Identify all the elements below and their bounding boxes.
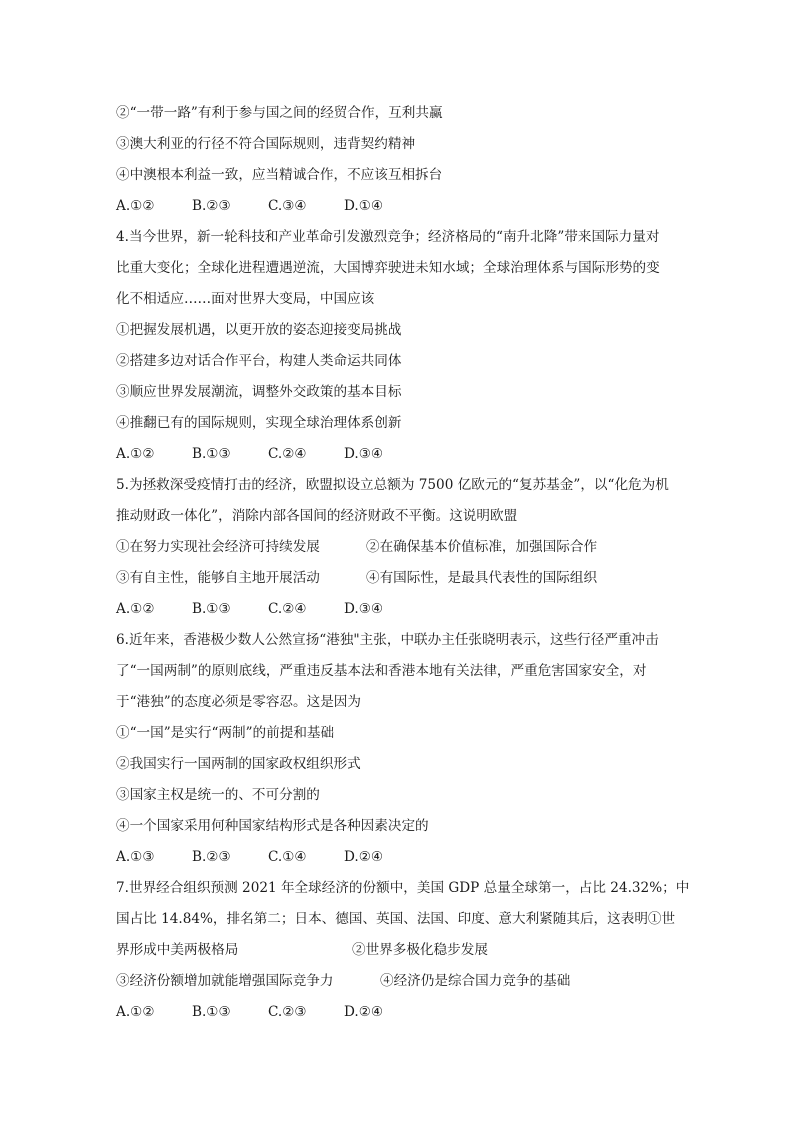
q5-option-c: C.②④: [268, 601, 307, 617]
q4-stem-line-3: 化不相适应……面对世界大变局，中国应该: [116, 291, 375, 307]
q7-item-1: 界形成中美两极格局: [116, 942, 239, 958]
q4-options: [116, 439, 716, 470]
q4-option-c: C.②④: [268, 446, 307, 462]
q6-stem-line-3: 于“港独”的态度必须是零容忍。这是因为: [116, 694, 361, 710]
q5-item-1: ①在努力实现社会经济可持续发展: [116, 539, 320, 555]
q5-options: [116, 594, 716, 625]
q5-items-row-2: [116, 563, 716, 594]
q7-items-row-1: [116, 935, 716, 966]
q5-item-2: ②在确保基本价值标准，加强国际合作: [366, 539, 598, 555]
q7-option-b: B.①③: [192, 1004, 231, 1020]
exam-page: [116, 98, 716, 1028]
q3-option-d: D.①④: [344, 198, 384, 214]
q5-items-row-1: [116, 532, 716, 563]
q4-item-2: ②搭建多边对话合作平台，构建人类命运共同体: [116, 353, 402, 369]
q6-option-b: B.②③: [192, 849, 231, 865]
q4-option-b: B.①③: [192, 446, 231, 462]
q7-options: [116, 997, 716, 1028]
q7-item-3: ③经济份额增加就能增强国际竞争力: [116, 973, 334, 989]
q4-item-3: ③顺应世界发展潮流，调整外交政策的基本目标: [116, 384, 402, 400]
q7-option-c: C.②③: [268, 1004, 307, 1020]
q4-option-a: A.①②: [116, 446, 155, 462]
q4-item-1: ①把握发展机遇，以更开放的姿态迎接变局挑战: [116, 322, 402, 338]
q7-stem-line-2: 国占比 14.84%，排名第二；日本、德国、英国、法国、印度、意大利紧随其后，这表明①世: [116, 911, 676, 927]
question-4: [116, 222, 716, 470]
q3-item-3: ③澳大利亚的行径不符合国际规则，违背契约精神: [116, 136, 416, 152]
q6-stem-line-1: 6.近年来，香港极少数人公然宣扬“港独"主张，中联办主任张晓明表示，这些行径严重冲击: [116, 632, 659, 648]
q6-stem-line-2: 了“一国两制”的原则底线，严重违反基本法和香港本地有关法律，严重危害国家安全，对: [116, 663, 647, 679]
q5-option-d: D.③④: [344, 601, 384, 617]
q6-item-2: ②我国实行一国两制的国家政权组织形式: [116, 756, 361, 772]
q7-option-a: A.①②: [116, 1004, 155, 1020]
q6-item-1: ①“一国”是实行“两制”的前提和基础: [116, 725, 335, 741]
q4-stem-line-2: 比重大变化；全球化进程遭遇逆流，大国博弈驶进未知水域；全球治理体系与国际形势的变: [116, 260, 660, 276]
q3-option-c: C.③④: [268, 198, 307, 214]
q6-option-d: D.②④: [344, 849, 384, 865]
q5-stem-line-1: 5.为拯救深受疫情打击的经济，欧盟拟设立总额为 7500 亿欧元的“复苏基金”，以“化危为机: [116, 477, 669, 493]
q7-option-d: D.②④: [344, 1004, 384, 1020]
q3-options: [116, 191, 716, 222]
q5-option-a: A.①②: [116, 601, 155, 617]
q5-item-4: ④有国际性，是最具代表性的国际组织: [366, 570, 598, 586]
q7-items-row-2: [116, 966, 716, 997]
question-7: [116, 873, 716, 1028]
q3-option-b: B.②③: [192, 198, 231, 214]
q3-item-4: ④中澳根本利益一致，应当精诚合作，不应该互相拆台: [116, 167, 443, 183]
q4-stem-line-1: 4.当今世界，新一轮科技和产业革命引发激烈竞争；经济格局的“南升北降”带来国际力量对: [116, 229, 660, 245]
q4-option-d: D.③④: [344, 446, 384, 462]
q6-item-4: ④一个国家采用何种国家结构形式是各种因素决定的: [116, 818, 429, 834]
question-5: [116, 470, 716, 625]
q7-stem-line-1: 7.世界经合组织预测 2021 年全球经济的份额中，美国 GDP 总量全球第一，占比 24.32%；中: [116, 880, 690, 896]
q3-option-a: A.①②: [116, 198, 155, 214]
question-3: [116, 98, 716, 222]
q3-item-2: ②“一带一路”有利于参与国之间的经贸合作，互利共赢: [116, 105, 443, 121]
q6-option-a: A.①③: [116, 849, 155, 865]
q6-item-3: ③国家主权是统一的、不可分割的: [116, 787, 320, 803]
q6-option-c: C.①④: [268, 849, 307, 865]
q4-item-4: ④推翻已有的国际规则，实现全球治理体系创新: [116, 415, 402, 431]
q5-item-3: ③有自主性，能够自主地开展活动: [116, 570, 320, 586]
q5-option-b: B.①③: [192, 601, 231, 617]
question-6: [116, 625, 716, 873]
q5-stem-line-2: 推动财政一体化”，消除内部各国间的经济财政不平衡。这说明欧盟: [116, 508, 518, 524]
q7-item-4: ④经济仍是综合国力竞争的基础: [380, 973, 571, 989]
q6-options: [116, 842, 716, 873]
q7-item-2: ②世界多极化稳步发展: [352, 942, 488, 958]
